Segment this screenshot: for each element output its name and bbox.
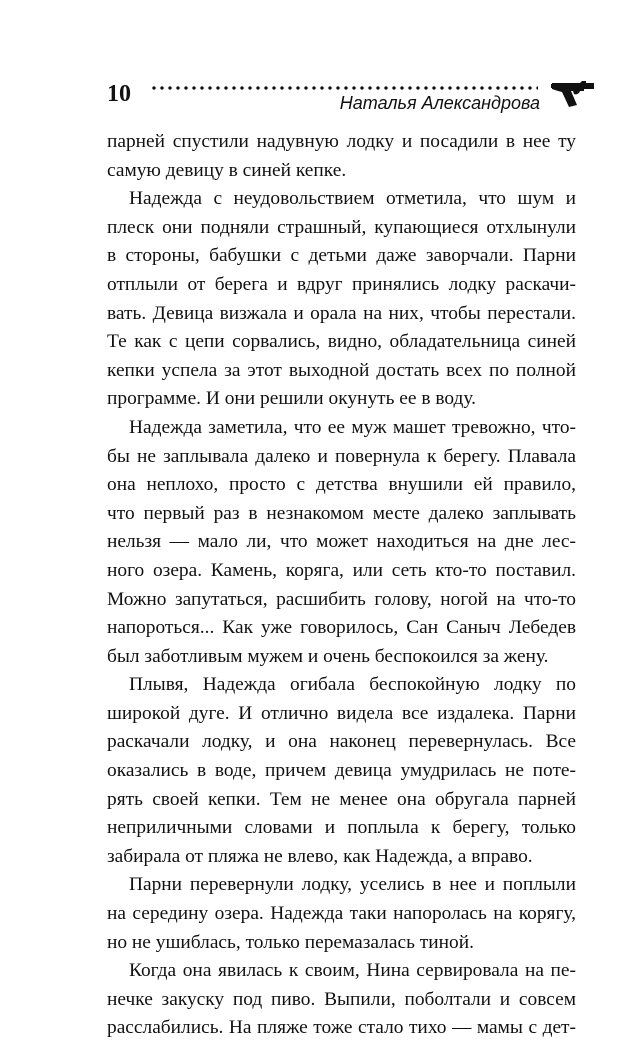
text-line: оказались в воде, причем девица умудрилась не поте-: [107, 760, 576, 782]
body-text: [107, 128, 576, 1043]
text-line: Можно запутаться, расшибить голову, ногой на что-то: [107, 588, 576, 610]
text-line: бы не заплывала далеко и повернула к берегу. Плавала: [107, 445, 576, 467]
text-line: плеск они подняли страшный, купающиеся отхлынули: [107, 216, 576, 238]
text-line: Надежда заметила, что ее муж машет тревожно, что-: [129, 416, 576, 438]
text-line: рять своей кепки. Тем не менее она обругала парней: [107, 788, 576, 810]
text-line: но не ушиблась, только перемазалась тиной.: [107, 931, 474, 953]
revolver-icon: [550, 80, 596, 108]
text-line: напороться... Как уже говорилось, Сан Саныч Лебедев: [107, 617, 576, 639]
text-line: программе. И они решили окунуть ее в воду.: [107, 388, 476, 410]
text-line: на середину озера. Надежда таки напоролась на корягу,: [107, 903, 576, 925]
text-line: она неплохо, просто с детства внушили ей правило,: [107, 474, 576, 496]
text-line: Парни перевернули лодку, уселись в нее и поплыли: [129, 874, 576, 896]
text-line: нечке закуску под пиво. Выпили, поболтали и совсем: [107, 988, 576, 1010]
author-name: Наталья Александрова: [339, 93, 540, 113]
text-line: расслабились. На пляже тоже стало тихо — мамы с дет-: [107, 1017, 576, 1039]
dot-leader: [150, 85, 538, 91]
text-line: что первый раз в незнакомом месте далеко заплывать: [107, 502, 576, 524]
text-line: был заботливым мужем и очень беспокоился за жену.: [107, 645, 549, 667]
text-line: раскачали лодку, и она наконец перевернулась. Все: [107, 731, 576, 753]
text-line: вать. Девица визжала и орала на них, чтобы перестали.: [107, 302, 576, 324]
text-line: кепки успела за этот выходной достать всех по полной: [107, 359, 576, 381]
paragraph: [107, 128, 576, 185]
text-line: Надежда с неудовольствием отметила, что шум и: [129, 188, 576, 210]
page-number: 10: [107, 81, 131, 107]
text-line: парней спустили надувную лодку и посадили в нее ту: [107, 131, 576, 152]
text-line: неприличными словами и поплыла к берегу, только: [107, 817, 576, 839]
paragraph: [107, 414, 576, 671]
paragraph: [107, 671, 576, 871]
text-line: в стороны, бабушки с детьми даже заворчали. Парни: [107, 245, 576, 267]
text-line: Плывя, Надежда огибала беспокойную лодку по: [129, 674, 576, 696]
text-line: нельзя — мало ли, что может находиться на дне лес-: [107, 531, 576, 553]
text-line: забирала от пляжа не влево, как Надежда, а вправо.: [107, 845, 533, 867]
text-line: Те как с цепи сорвались, видно, обладательница синей: [107, 331, 576, 353]
paragraph: [107, 185, 576, 414]
paragraph: [107, 871, 576, 957]
text-line: отплыли от берега и вдруг принялись лодку раскачи-: [107, 273, 576, 295]
text-line: Когда она явилась к своим, Нина сервировала на пе-: [129, 960, 576, 982]
paragraph: [107, 957, 576, 1043]
text-line: самую девицу в синей кепке.: [107, 159, 347, 181]
text-line: ного озера. Камень, коряга, или сеть кто-то поставил.: [107, 559, 576, 581]
text-line: широкой дуге. И отлично видела все издалека. Парни: [107, 702, 576, 724]
